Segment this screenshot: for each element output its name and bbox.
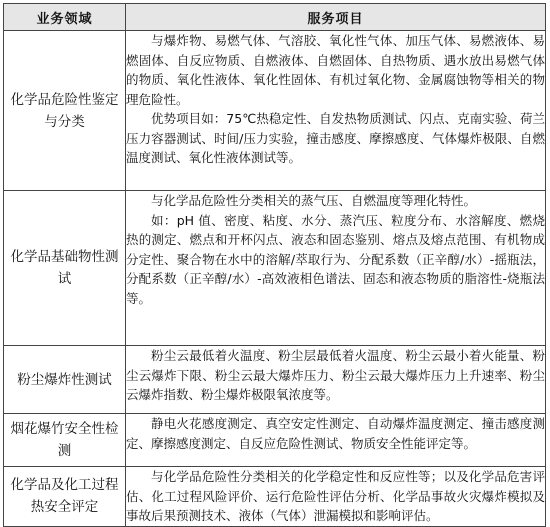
domain-cell: 烟花爆竹安全性检测	[4, 414, 126, 467]
table-row	[4, 467, 546, 527]
items-cell	[126, 346, 546, 414]
items-paragraph: 与化学品危险性分类相关的蒸气压、自燃温度等理化特性。	[151, 193, 477, 208]
items-paragraph: 如：pH 值、密度、粘度、水分、蒸汽压、粒度分布、水溶解度、燃烧热的测定、燃点和开杯闪点、液态和固态鉴别、熔点及熔点范围、有机物成分定性、聚合物在水中的溶解/萃取行为、分配系数（正辛醇/水）-摇瓶法，分配系数（正辛醇/水）-高效液相色谱法、固态和液态物质的脂溶性-烧瓶法等。	[126, 212, 545, 306]
items-cell	[126, 467, 546, 527]
domain-cell: 粉尘爆炸性测试	[4, 346, 126, 414]
table-row	[4, 31, 546, 191]
header-items: 服务项目	[126, 4, 546, 31]
table-header-row	[4, 4, 546, 31]
domain-cell: 化学品及化工过程热安全评定	[4, 467, 126, 527]
header-domain: 业务领域	[4, 4, 126, 31]
items-paragraph: 粉尘云最低着火温度、粉尘层最低着火温度、粉尘云最小着火能量、粉尘云爆炸下限、粉尘云最大爆炸压力、粉尘云最大爆炸压力上升速率、粉尘云爆炸指数、粉尘爆炸极限氧浓度等。	[126, 348, 545, 402]
items-cell	[126, 191, 546, 346]
items-paragraph: 优势项目如：75℃热稳定性、自发热物质测试、闪点、克南实验、荷兰压力容器测试、时间/压力实验，撞击感度、摩擦感度、气体爆炸极限、自燃温度测试、氧化性液体测试等。	[126, 111, 545, 165]
services-table	[3, 3, 546, 527]
table-row	[4, 414, 546, 467]
domain-cell: 化学品危险性鉴定与分类	[4, 31, 126, 191]
items-cell	[126, 414, 546, 467]
table-row	[4, 346, 546, 414]
domain-cell: 化学品基础物性测试	[4, 191, 126, 346]
table-row	[4, 191, 546, 346]
items-paragraph: 与爆炸物、易燃气体、气溶胶、氧化性气体、加压气体、易燃液体、易燃固体、自反应物质、自燃液体、自燃固体、自热物质、遇水放出易燃气体的物质、氧化性液体、氧化性固体、有机过氧化物、金属腐蚀物等相关的物理危险性。	[126, 33, 545, 107]
items-paragraph: 静电火花感度测定、真空安定性测定、自动爆炸温度测定、撞击感度测定、摩擦感度测定、自反应危险性测试、物质安全性能评定等。	[126, 416, 545, 451]
items-cell	[126, 31, 546, 191]
items-paragraph: 与化学品危险性分类相关的化学稳定性和反应性等；以及化学品危害评估、化工过程风险评价、运行危险性评估分析、化学品事故火灾爆炸模拟及事故后果预测技术、液体（气体）泄漏模拟和影响评估。	[126, 469, 545, 523]
